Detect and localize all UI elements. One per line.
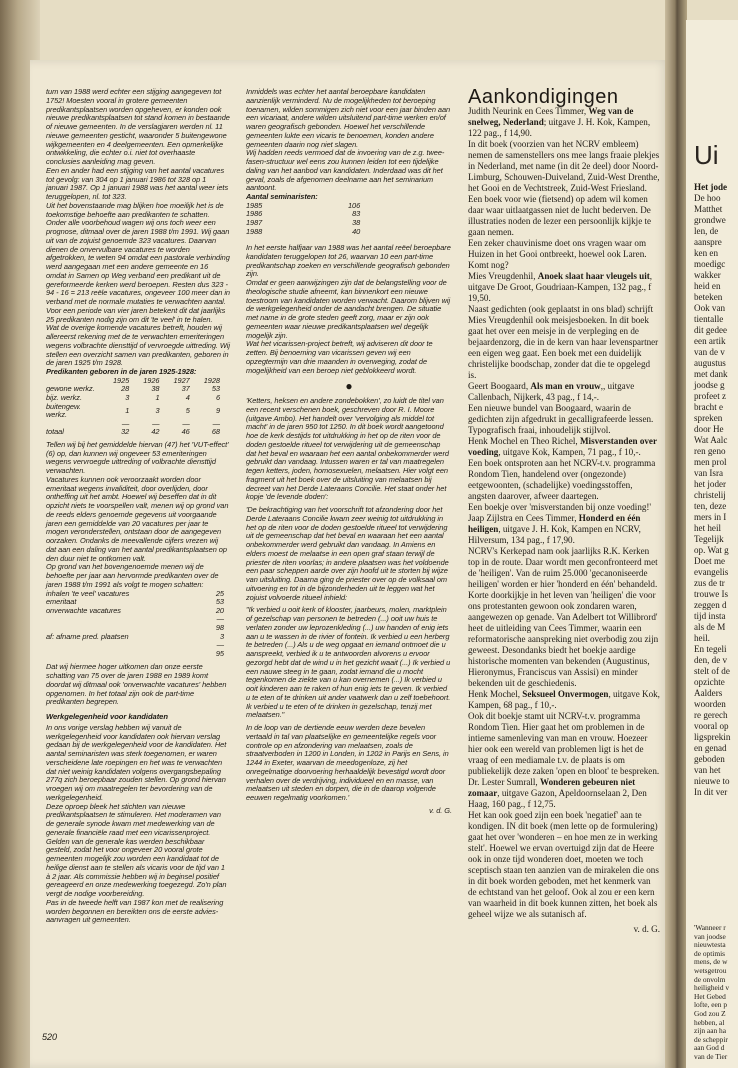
announcement-paragraph bbox=[468, 436, 660, 458]
text-line: opzichte bbox=[694, 677, 725, 687]
text-line: Wat Aalc bbox=[694, 435, 728, 445]
cell: 3 bbox=[155, 405, 160, 415]
text-line: woorden bbox=[694, 699, 726, 709]
cell: 53 bbox=[215, 597, 224, 607]
cell: 20 bbox=[215, 605, 224, 615]
text-line: dit gedee bbox=[694, 325, 728, 335]
paragraph: Wat het vicarissen-project betreft, wij adviseren dit door te zetten. Bij benoeming van vicarissen geven wij een opzegtermijn van drie maanden in overweging, zodat de mogelijkheid van een beroep niet geblokkeerd wordt. bbox=[246, 339, 433, 375]
book-title: Anoek slaat haar vleugels uit bbox=[537, 271, 650, 281]
year-header: 1928 bbox=[203, 375, 220, 385]
announcement-text: Ook dit boekje stamt uit NCRV-t.v. programma Rondom Tien. Hier gaat het om problemen in de intieme samenleving van man en vrouw. Hoezeer hier ook een wereld van problemen ligt is het de vraag of een mediamale t.v. de plaats is om publiekelijk deze zaken 'open en bloot' te bespreken. bbox=[468, 711, 660, 776]
paragraph: Vacatures kunnen ook veroorzaakt worden door emeritaat wegens invaliditeit, door overlijden, door ontheffing uit het ambt. Hoewel wij beseffen dat in dit opzicht niets te voorspellen valt, menen wij op grond van de reeds elders genoemde gegevens uit voorgaande jaren een gemiddelde van 20 vacatures per jaar te mogen veronderstellen, ontstaan door de aangegeven oorzaken. Ondanks de meevallende cijfers vrezen wij dat aan een daling van het aantal predikantsplaatsen op den duur niet te ontkomen valt. bbox=[46, 474, 229, 563]
right-page bbox=[686, 20, 738, 1068]
row-label: emeritaat bbox=[46, 597, 77, 607]
text-line: de scheppir bbox=[694, 1034, 728, 1044]
value-cell: 83 bbox=[352, 209, 361, 219]
text-line: heil. bbox=[694, 633, 710, 643]
table-row bbox=[246, 202, 366, 211]
text-line: Doet me bbox=[694, 556, 726, 566]
page-gutter bbox=[665, 0, 687, 1068]
text-line: Ook van bbox=[694, 303, 726, 313]
value-cell: 38 bbox=[352, 217, 361, 227]
column-middle bbox=[246, 88, 452, 816]
announcement-paragraph bbox=[468, 491, 660, 502]
announcement-text: Een nieuwe bundel van Boogaard, waarin de gedichten zijn afgedrukt in gecalligrafeerde lessen. Typografisch fraai, inhoudelijk stijlvol. bbox=[468, 403, 654, 435]
table-row bbox=[46, 420, 226, 429]
cell: 1 bbox=[155, 392, 160, 402]
table-total-row bbox=[46, 650, 230, 659]
text-line: mens, de w bbox=[694, 957, 728, 967]
announcement-text: In dit boek (voorzien van het NCRV embleem) nemen de samenstellers ons mee langs fraaie plekjes in Nederland, met name (in dit 2e deel) door Noord-Limburg, Schouwen-Duiveland, Zuid-West Drenthe, het Gooi en de Vechtstreek, Zuid-West Friesland. Een boek voor wie (fietsend) op adem wil komen daar waar uitlaatgassen niet de lucht bederven. De illustraties noden de lezer een persoonlijk kijkje te gaan nemen. bbox=[468, 139, 660, 237]
text-line: aan God d bbox=[694, 1043, 725, 1053]
text-line: En tegeli bbox=[694, 644, 727, 654]
text-line: Tegelijk bbox=[694, 534, 724, 544]
text-line: men prol bbox=[694, 457, 727, 467]
page-title-fragment: Ui bbox=[694, 140, 719, 170]
text-line: trouwe Is bbox=[694, 589, 729, 599]
announcement-paragraph bbox=[468, 777, 660, 810]
table-row bbox=[46, 403, 226, 420]
table-total-row bbox=[46, 428, 226, 437]
text-line: augustus bbox=[694, 358, 726, 368]
paragraph: 'Ketters, heksen en andere zondebokken', zo luidt de titel van een recent verschenen boek, geschreven door R. I. Moore (uitgave Ambo). Het handelt over 'vervolging als middel tot macht' in de jaren 950 tot 1250. In dit boek wordt aangetoond hoe de kerk destijds tot uitdrukking in het op de riten voor de doden gestoelde ritueel tot verwijdering uit de gemeenschap dat het beval en waaraan het een aantal onbekommerder werd gebruikt dan vandaag. Intussen waren er tal van maatregelen tegen ketters, joden, homosexuelen, melaatsen. Hier volgt een fragment uit het boek over de uitsluiting van melaatsen bij decreet van het Derde Lateraans Concilie. Het staat onder het kopje 'de levende doden': bbox=[246, 396, 449, 502]
text-line: wakker bbox=[694, 270, 721, 280]
paragraph: Tellen wij bij het gemiddelde hiervan (47) het 'VUT-effect' (6) op, dan kunnen wij ongeveer 53 emeriteringen wegens vervroegde uittreding of volbrachte diensttijd verwachten. bbox=[46, 439, 229, 476]
book-title: Als man en vrouw bbox=[530, 381, 601, 391]
cell: 25 bbox=[215, 588, 224, 598]
text-line: vooral op bbox=[694, 721, 729, 731]
text-line: het joder bbox=[694, 479, 727, 489]
row-label: af: afname pred. plaatsen bbox=[46, 631, 129, 641]
text-line: christelij bbox=[694, 490, 726, 500]
book-title: Honderd en één heiligen bbox=[468, 513, 641, 534]
announcement-text: NCRV's Kerkepad nam ook jaarlijks R.K. Kerken top in de route. Daar wordt men geconfronteerd met de 'heiligen'. Van de ruim 25.000 'gecanoniseerde heiligen' worden er hier 'honderd en één' behandeld. Korte doorkijkje in het leven van 'heiligen' die voor ons protestanten gewoon ook zondaren waren, aangewezen op genade. Van Adelbert tot Willibrord' heet de uitleiding van Cees Timmer, waarin een reformatorische aanspreking niet overbodig zou zijn geweest. Desondanks biedt het boekje aardige historische momenten van bekenden (Augustinus, Hieronymus, Franciscus van Assisi) en minder bekenden uit de geschiedenis. bbox=[468, 546, 659, 688]
text-line: de onvolm bbox=[694, 974, 726, 984]
text-line: op. Wat g bbox=[694, 545, 729, 555]
announcement-paragraph bbox=[468, 458, 660, 491]
text-line: len, de bbox=[694, 226, 719, 236]
text-line: re gerech bbox=[694, 710, 728, 720]
text-line: zeggen d bbox=[694, 600, 727, 610]
paragraph: Pas in de tweede helft van 1987 kon met de realisering worden begonnen en bereikten ons de eerste advies-aanvragen uit gemeenten. bbox=[46, 897, 224, 925]
signature: v. d. G. bbox=[429, 805, 452, 815]
year-header: 1927 bbox=[173, 375, 190, 385]
cell: 3 bbox=[125, 392, 130, 402]
text-line: heiligheid v bbox=[694, 983, 730, 993]
cell: 9 bbox=[215, 405, 220, 415]
text-line: stelt of de bbox=[694, 666, 730, 676]
cell: 46 bbox=[181, 427, 190, 437]
book-title: Weg van de snelweg, Nederland bbox=[468, 106, 634, 127]
text-line: geboden bbox=[694, 754, 725, 764]
row-label: gewone werkz. bbox=[46, 384, 95, 394]
cell: 68 bbox=[211, 427, 220, 437]
announcement-text: Judith Neurink en Cees Timmer, bbox=[468, 106, 589, 116]
text-line: ken en bbox=[694, 248, 718, 258]
book-title: Wonderen gebeuren niet zomaar bbox=[468, 777, 636, 798]
text-line: hebben, al bbox=[694, 1017, 725, 1027]
text-line: evangelis bbox=[694, 567, 729, 577]
announcement-text: Mies Vreugdenhil, bbox=[468, 271, 538, 281]
text-line: met dank bbox=[694, 369, 728, 379]
text-line: door He bbox=[694, 424, 724, 434]
text-line: nieuwe to bbox=[694, 776, 730, 786]
text-line: van joodse bbox=[694, 931, 726, 941]
text-line: wetsgetrou bbox=[694, 965, 727, 975]
paragraph: Inmiddels was echter het aantal beroepbare kandidaten aanzienlijk verminderd. Nu de mogelijkheden tot beroeping toenamen, wilden sommigen zich niet voor een jaar binden aan een vicariaat, andere wilden uitsluitend part-time werken en/of waren geografisch gebonden. Hoewel het verschillende gemeenten lukte een vicaris te benoemen, konden andere gemeenten daarin nog niet slagen. bbox=[246, 87, 451, 149]
cell: 28 bbox=[121, 384, 130, 394]
announcement-paragraph bbox=[468, 271, 660, 304]
text-line: en genad bbox=[694, 743, 727, 753]
paragraph: Op grond van het bovengenoemde menen wij de behoefte per jaar aan hervormde predikanten over de jaren 1988 t/m 1991 als volgt te mogen schatten: bbox=[46, 562, 219, 589]
text-line: aanspre bbox=[694, 237, 722, 247]
text-line: tijd insta bbox=[694, 611, 726, 621]
text-line: Het jode bbox=[694, 182, 728, 192]
announcements-body bbox=[468, 106, 660, 920]
text-line: grondwe bbox=[694, 215, 726, 225]
announcement-text: Henk Mochel, bbox=[468, 689, 523, 699]
page-number: 520 bbox=[42, 1032, 58, 1042]
section-heading: Werkgelegenheid voor kandidaten bbox=[46, 712, 168, 722]
text-line: ren geno bbox=[694, 446, 726, 456]
announcement-text: , uitgave De Groot, Goudriaan-Kampen, 132 pag., f 19,50. bbox=[468, 271, 653, 303]
cell: 1 bbox=[125, 405, 130, 415]
section-separator-dot: ● bbox=[345, 379, 353, 394]
text-line: De hoo bbox=[694, 193, 721, 203]
text-line: mers in I bbox=[694, 512, 727, 522]
announcement-text: Dr. Lester Sumrall, bbox=[468, 777, 540, 787]
paragraph: In ons vorige verslag hebben wij vanuit de werkgelegenheid voor kandidaten ook hiervan verslag gedaan bij de werkgelegenheid voor de kandidaten. Het aantal seminaristen was sterk toegenomen, er waren verscheidene late roepingen en het was te verwachten dat niet weinig kandidaten volgens overgangsbepaling 277q zich beroepbaar zouden stellen. Op grond hiervan vroegen wij om maatregelen ter bevordering van de werkgelegenheid. bbox=[46, 722, 227, 802]
announcement-text: ,, uitgave Callenbach, Nijkerk, 43 pag., f 14,-. bbox=[468, 381, 635, 402]
paragraph: In de loop van de dertiende eeuw werden deze bevelen vertaald in tal van plaatselijke en gemeentelijke regels voor controle op en afzondering van melaatsen, zoals de straatverboden in 1200 in Londen, in 1202 in Parijs en Sens, in 1244 in Exeter, waarvan de meedogenloze, zij het onregelmatige doorvoering herhaaldelijk bevestigd wordt door verhalen over de verdrijving, individueel en en masse, van melaatsen uit steden en dorpen, die in de daarop volgende eeuwen regelmatig voorkomen.' bbox=[246, 723, 449, 803]
text-line: van het bbox=[694, 765, 721, 775]
column-left bbox=[46, 88, 230, 925]
row-label: onverwachte vacatures bbox=[46, 605, 121, 615]
text-line: zijn aan ha bbox=[694, 1026, 727, 1036]
book-title: Misverstanden over voeding bbox=[468, 436, 657, 457]
paragraph: Wij hadden reeds vermoed dat de invoering van de z.g. twee-fasen-structuur wel eens zou kunnen leiden tot een tijdelijke daling van het aanbod van kandidaten. Inderdaad was dit het geval, zoals de afgenomen deelname aan het seminarium aantoont. bbox=[246, 148, 445, 193]
text-line: nieuwtesta bbox=[694, 940, 726, 950]
text-line: Het Gebed bbox=[694, 991, 726, 1001]
text-line: moedigc bbox=[694, 259, 726, 269]
announcement-paragraph bbox=[468, 106, 660, 139]
announcement-text: angsten daarover, afweer daartegen. bbox=[468, 491, 599, 501]
year-cell: 1986 bbox=[246, 209, 263, 219]
needs-table bbox=[46, 590, 230, 659]
announcement-text: Een boek ontsproten aan het NCRV-t.v. programma Rondom Tien, handelend over (ongezonde) eetgewoonten, (schadelijke) voedingsstoffen, bbox=[468, 458, 656, 490]
announcement-paragraph bbox=[468, 139, 660, 238]
text-line: Aalders bbox=[694, 688, 723, 698]
text-line: de optimis bbox=[694, 948, 725, 958]
paragraph: tum van 1988 werd echter een stijging aangegeven tot 1752! Moesten vooral in grotere gemeenten predikantsplaatsen worden opgeheven, er konden ook nieuwe predikantsplaatsen tot stand komen in bestaande of nieuwe gemeenten. In de verslagjaren werden nl. 11 nieuwe gemeenten gesticht, waaronder 5 buitengewone wijkgemeenten en 4 deelgemeenten. Een opmerkelijke ontwikkeling, die echter o.i. niet tot overhaaste conclusies aanleiding mag geven. bbox=[46, 87, 230, 166]
year-header: 1926 bbox=[143, 375, 160, 385]
right-page-text bbox=[694, 182, 730, 798]
paragraph: Dat wij hiermee hoger uitkomen dan onze eerste schatting van 75 over de jaren 1988 en 1989 komt doordat wij ditmaal ook 'onverwachte vacatures' hebben opgenomen. In het totaal zijn ook de part-time predikanten begrepen. bbox=[46, 662, 227, 707]
book-title: Seksueel Onvermogen bbox=[522, 689, 609, 699]
text-line: ligsprekin bbox=[694, 732, 731, 742]
text-line: van Isra bbox=[694, 468, 724, 478]
table-title: Aantal seminaristen: bbox=[246, 192, 318, 201]
year-cell: 1987 bbox=[246, 217, 263, 227]
divider: — bbox=[216, 614, 224, 624]
text-line: van de v bbox=[694, 347, 725, 357]
announcement-paragraph bbox=[468, 502, 660, 513]
announcement-text: Geert Boogaard, bbox=[468, 381, 531, 391]
announcement-paragraph bbox=[468, 381, 660, 403]
text-line: spreken bbox=[694, 413, 723, 423]
divider: — bbox=[212, 418, 220, 428]
announcement-text: Naast gedichten (ook geplaatst in ons blad) schrijft Mies Vreugdenhil ook meisjesboeken. In dit boek gaat het over een meisje in de verpleging en de bejaardenzorg, die in de kern van haar levenspartner een eigen weg gaat. Een boek met een duidelijk christelijke boodschap, zonder dat die te opgelegd is. bbox=[468, 304, 659, 380]
divider: — bbox=[152, 418, 160, 428]
row-label: buitengew. werkz. bbox=[46, 401, 81, 420]
table-row bbox=[46, 641, 230, 650]
text-line: het heil bbox=[694, 523, 722, 533]
announcement-paragraph bbox=[468, 810, 660, 920]
announcement-text: , uitgave Gazon, Apeldoornselaan 2, Den Haag, 160 pag., f 12,75. bbox=[468, 788, 647, 809]
year-cell: 1985 bbox=[246, 200, 263, 210]
seminarists-table bbox=[246, 202, 366, 236]
announcement-paragraph bbox=[468, 238, 660, 271]
text-line: profeet z bbox=[694, 391, 727, 401]
announcements-heading: Aankondigingen bbox=[468, 86, 619, 108]
divider: — bbox=[216, 640, 224, 650]
year-cell: 1988 bbox=[246, 226, 263, 236]
table-row bbox=[46, 633, 230, 642]
text-line: ten, deze bbox=[694, 501, 727, 511]
cell: 38 bbox=[151, 384, 160, 394]
cell: 32 bbox=[121, 427, 130, 437]
column-right bbox=[468, 86, 660, 935]
table-row bbox=[246, 210, 366, 219]
announcement-paragraph bbox=[468, 513, 660, 546]
announcement-paragraph bbox=[468, 546, 660, 689]
paragraph: "Ik verbied u ooit kerk of klooster, jaarbeurs, molen, marktplein of gezelschap van personen te betreden (...) ooit uw huis te verlaten zonder uw leprozenkleding (...) uw handen of enig iets aan u te wassen in de rivier of fontein. Ik verbied u een herberg te betreden (...) Als u de weg opgaat en iemand ontmoet die u aanspreekt, verbied ik u te antwoorden alvorens u ervoor gezorgd hebt dat de wind u in het gezicht waait (...) Ik verbied u een nauwe steeg in te gaan, zodat iemand die u mocht tegenkomen de ziekte van u kan overnemen (...) Ik verbied u ooit kinderen aan te raken of hun enig iets te geven. Ik verbied u te eten of te drinken uit ander vaatwerk dan u zelf toebehoort. Ik verbied u te eten of te drinken in gezelschap, tenzij met melaatsen." bbox=[246, 605, 451, 720]
cell: 4 bbox=[185, 392, 190, 402]
text-line: 'Wanneer r bbox=[694, 923, 726, 932]
cell: 37 bbox=[181, 384, 190, 394]
text-line: In dit ver bbox=[694, 787, 728, 797]
paragraph: Deze oproep bleek het stichten van nieuwe predikantsplaatsen te stimuleren. Het moderamen van de generale synode kwam met medewerking van de generale financiële raad met een vicarissenproject. Gelden van de generale kas werden beschikbaar gesteld, zodat het voor ongeveer 20 vooral grote gemeenten mogelijk zou worden een kandidaat tot de heilige dienst aan te stellen als vicaris voor de tijd van 1 à 2 jaar. Als commissie hebben wij in beginsel positief gereageerd en onze medewerking toegezegd. Zo'n plan vergt de nodige voorbereiding. bbox=[46, 801, 227, 899]
text-line: heid en bbox=[694, 281, 721, 291]
paragraph: Omdat er geen aanwijzingen zijn dat de belangstelling voor de theologische studie afneemt, kan binnenkort een nieuwe toestroom van kandidaten worden verwacht. Daarom blijven wij de werkgelegenheid onder de aandacht brengen. De situatie met name in de grote steden geeft zorg, maar er zijn ook gemeenten waar nieuwe predikantsplaatsen wel degelijk mogelijk zijn. bbox=[246, 278, 451, 340]
paragraph: Uit het bovenstaande mag blijken hoe moeilijk het is de toekomstige behoefte aan predikanten te schatten. Onder alle voorbehoud wagen wij ons toch weer een prognose, ditmaal over de jaren 1988 t/m 1991. Wij gaan uit van de zojuist genoemde 323 vacatures. Daarvan dienen de onvervulbare vacatures te worden afgetrokken, te weten 94 omdat een pastorale verbinding werd aangegaan met een andere gemeente en 16 omdat in Samen op Weg verband een predikant uit de gereformeerde kerken werd beroepen. Resten dus 323 - 94 - 16 = 213 reële vacatures, ongeveer 100 meer dan in verband met de normale mutaties te verwachten aantal. Voor een periode van vier jaren betekent dit dat jaarlijks 25 predikanten nodig zijn om dit 'te veel' in te halen. bbox=[46, 200, 230, 324]
row-label: totaal bbox=[46, 427, 64, 437]
announcement-text: , uitgave Kok, Kampen, 68 pag., f 10,-. bbox=[468, 689, 660, 710]
text-line: God zou Z bbox=[694, 1008, 726, 1018]
announcement-paragraph bbox=[468, 711, 660, 777]
announcement-text: , uitgave Kok, Kampen, 71 pag., f 10,-. bbox=[498, 447, 641, 457]
cell: 6 bbox=[215, 392, 220, 402]
cell: 95 bbox=[215, 648, 224, 658]
announcement-text: Het kan ook goed zijn een boek 'negatief' aan te kondigen. IN dit boek (men lette op de formulering) gaat het over 'wonderen – en hoe men ze in werking stelt'. Hoewel we ervan overtuigd zijn dat de Heere ook in onze tijd wonderen doet, moeten we toch sceptisch staan ten aanzien van de mirakelen die ons in dit boek worden geboden, met het kenmerk van de echtstand van het geloof. Ook al zou er een kern van waarheid in dit boek kunnen zitten, het boek als geheel wijze we als sutanisch af. bbox=[468, 810, 659, 919]
text-line: een artik bbox=[694, 336, 726, 346]
text-line: van de Tier bbox=[694, 1051, 728, 1061]
announcement-text: ; uitgave J. H. Kok, Kampen, 122 pag., f 14,90. bbox=[468, 117, 651, 138]
paragraph: Wat de overige komende vacatures betreft, houden wij allereerst rekening met de te verwachten emeriteringen wegens volbrachte diensttijd of vervroegde uittreding. Wij stellen een overzicht samen van predikanten, geboren in de jaren 1925 t/m 1928. bbox=[46, 323, 230, 368]
table-row bbox=[246, 219, 366, 228]
table-row bbox=[246, 228, 366, 237]
right-page-quote bbox=[694, 924, 729, 1062]
table-row bbox=[46, 607, 230, 616]
text-line: bracht e bbox=[694, 402, 724, 412]
text-line: zus de tr bbox=[694, 578, 725, 588]
divider: — bbox=[182, 418, 190, 428]
announcement-paragraph bbox=[468, 689, 660, 711]
announcement-text: Henk Mochel en Theo Richel, bbox=[468, 436, 580, 446]
announcement-paragraph bbox=[468, 304, 660, 381]
table-title: Predikanten geboren in de jaren 1925-1928: bbox=[46, 367, 197, 376]
text-line: joodse g bbox=[694, 380, 725, 390]
paragraph: Een en ander had een stijging van het aantal vacatures tot gevolg: van 304 op 1 januari 1986 tot 328 op 1 januari 1987. Op 1 januari 1988 was het aantal weer iets teruggelopen, nl. tot 323. bbox=[46, 165, 229, 201]
text-line: Matthet bbox=[694, 204, 723, 214]
year-header: 1925 bbox=[113, 375, 130, 385]
text-line: den, de v bbox=[694, 655, 728, 665]
text-line: als de M bbox=[694, 622, 726, 632]
value-cell: 106 bbox=[348, 200, 361, 210]
table-row bbox=[46, 615, 230, 624]
signature: v. d. G. bbox=[633, 924, 660, 934]
announcement-text: Een zeker chauvinisme doet ons vragen waar om Huizen in het Gooi ontbreekt, hoewel ook Laren. Komt nog? bbox=[468, 238, 647, 270]
announcement-text: , uitgave J. H. Kok, Kampen en NCRV, Hilversum, 134 pag., f 17,90. bbox=[468, 524, 641, 545]
paragraph: In het eerste halfjaar van 1988 was het aantal reëel beroepbare kandidaten teruggelopen tot 26, waarvan 10 een part-time predikantschap zoeken en verschillende geografisch gebonden zijn. bbox=[246, 243, 451, 279]
text-line: lofte, een p bbox=[694, 1000, 728, 1010]
cell: 98 bbox=[215, 623, 224, 633]
cell: 53 bbox=[211, 384, 220, 394]
row-label: bijz. werkz. bbox=[46, 392, 82, 402]
announcement-text: Jaap Zijlstra en Cees Timmer, bbox=[468, 513, 579, 523]
announcement-paragraph bbox=[468, 403, 660, 436]
cell: 42 bbox=[151, 427, 160, 437]
births-table bbox=[46, 377, 226, 437]
value-cell: 40 bbox=[352, 226, 361, 236]
cell: 5 bbox=[185, 405, 190, 415]
cell: 3 bbox=[219, 631, 224, 641]
row-label: inhalen 'te veel' vacatures bbox=[46, 588, 130, 598]
divider: — bbox=[121, 418, 130, 428]
paragraph: 'De bekrachtiging van het voorschrift tot afzondering door het Derde Lateraans Concilie kwam zeer weinig tot uitdrukking in het op de riten voor de doden gestoelde ritueel tot verwijdering uit de gemeenschap dat het beval en waaraan het een aantal onbekommerder werd gebruikt dan vandaag. In Amiens en elders moest de melaatse in een open graf staan terwijl de priester de riten voorlas; in andere plaatsen was het voldoende een paar scheppen aarde over zijn hoofd uit te storten bij wijze van uitsluiting. Daarna ging de priester over op de volksaal om uitvoering en tot in de bijzonderheden uit te leggen wat het zojuist volvoerde ritueel inhield: bbox=[246, 505, 449, 602]
text-line: tientalle bbox=[694, 314, 724, 324]
announcement-text: Een boekje over 'misverstanden bij onze voeding!' bbox=[468, 502, 652, 512]
text-line: beteken bbox=[694, 292, 723, 302]
